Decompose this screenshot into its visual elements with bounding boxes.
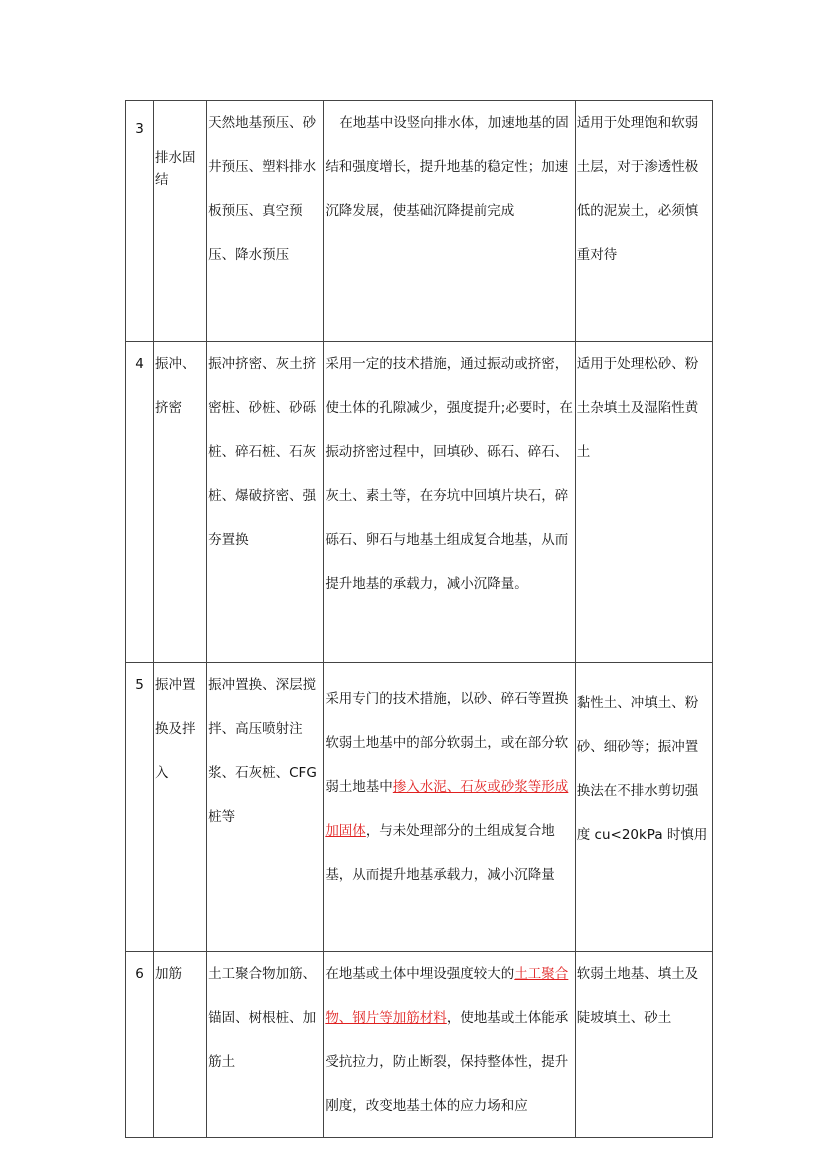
row-number: 3 <box>126 101 154 342</box>
method-description <box>324 663 575 952</box>
highlighted-text: 掺入水泥、石灰或砂浆等形成加固体 <box>325 779 569 839</box>
description-text: 在地基或土体中埋设强度较大的 <box>325 966 515 982</box>
method-description <box>324 952 575 1138</box>
applicability: 软弱土地基、填土及陡坡填土、砂土 <box>575 952 712 1138</box>
method-category: 排水固结 <box>154 101 207 342</box>
method-category: 振冲置换及拌入 <box>154 663 207 952</box>
row-number: 5 <box>126 663 154 952</box>
applicability: 适用于处理饱和软弱土层，对于渗透性极低的泥炭土，必须慎重对待 <box>575 101 712 342</box>
highlighted-text: 土工聚合物、钢片等加筋材料 <box>325 966 569 1026</box>
row-number: 6 <box>126 952 154 1138</box>
applicability: 黏性土、冲填土、粉砂、细砂等；振冲置换法在不排水剪切强度 cu<20kPa 时慎用 <box>575 663 712 952</box>
table-row <box>126 101 713 342</box>
description-text: 采用专门的技术措施，以砂、碎石等置换软弱土地基中的部分软弱土，或在部分软弱土地基中 <box>325 691 569 795</box>
method-list: 振冲挤密、灰土挤密桩、砂桩、砂砾桩、碎石桩、石灰桩、爆破挤密、强夯置换 <box>207 342 324 663</box>
method-list: 土工聚合物加筋、锚固、树根桩、加筋土 <box>207 952 324 1138</box>
ground-treatment-table <box>125 100 713 1138</box>
applicability: 适用于处理松砂、粉土杂填土及湿陷性黄土 <box>575 342 712 663</box>
description-text: ，使地基或土体能承受抗拉力，防止断裂，保持整体性，提升刚度，改变地基土体的应力场和应 <box>325 1010 569 1114</box>
row-number: 4 <box>126 342 154 663</box>
description-text: ，与未处理部分的土组成复合地基，从而提升地基承载力，减小沉降量 <box>325 823 555 883</box>
method-list: 振冲置换、深层搅拌、高压喷射注浆、石灰桩、CFG 桩等 <box>207 663 324 952</box>
table-row <box>126 342 713 663</box>
method-list: 天然地基预压、砂井预压、塑料排水板预压、真空预压、降水预压 <box>207 101 324 342</box>
method-description: 采用一定的技术措施，通过振动或挤密，使土体的孔隙减少，强度提升;必要时，在振动挤密过程中，回填砂、砾石、碎石、灰土、素土等，在夯坑中回填片块石，碎砾石、卵石与地基土组成复合地基，从而提升地基的承载力，减小沉降量。 <box>324 342 575 663</box>
table-row <box>126 952 713 1138</box>
table-row <box>126 663 713 952</box>
method-description: 在地基中设竖向排水体，加速地基的固结和强度增长，提升地基的稳定性；加速沉降发展，使基础沉降提前完成 <box>324 101 575 342</box>
method-category: 加筋 <box>154 952 207 1138</box>
method-category: 振冲、挤密 <box>154 342 207 663</box>
